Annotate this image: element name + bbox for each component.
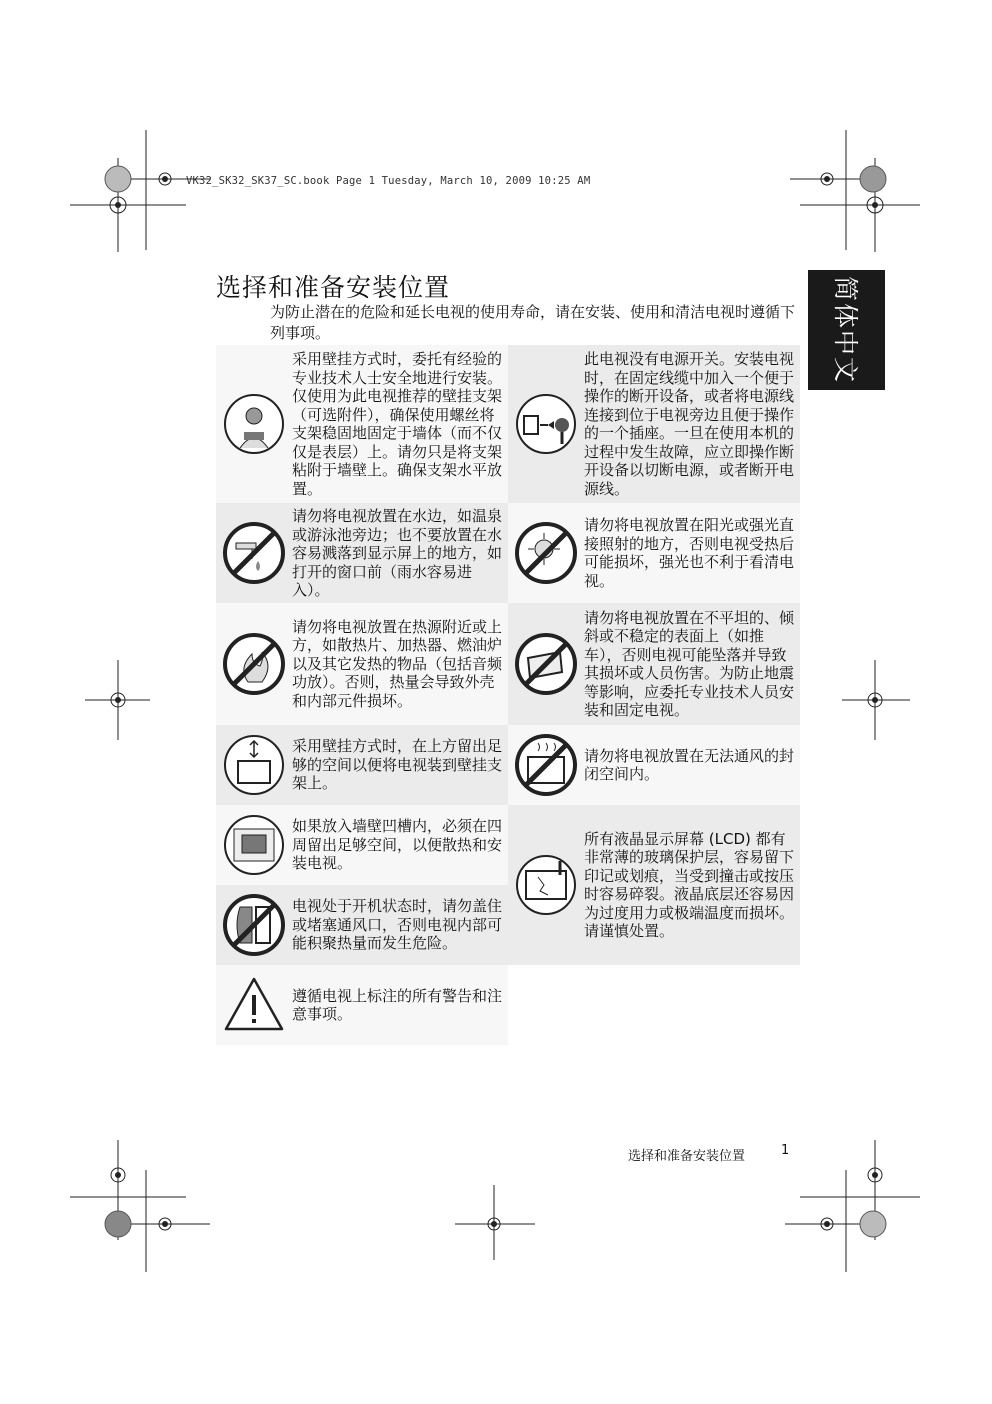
safety-item [216, 345, 508, 503]
safety-item [216, 965, 508, 1045]
page-title: 选择和准备安装位置 [216, 273, 451, 302]
no-unstable-surface-icon [514, 632, 578, 696]
safety-item [508, 503, 800, 603]
safety-item [216, 805, 508, 885]
safety-item [216, 603, 508, 725]
safety-item-text: 此电视没有电源开关。安装电视时，在固定线缆中加入一个便于操作的断开设备，或者将电源线连接到位于电视旁边且便于操作的一个插座。一旦在使用本机的过程中发生故障，应立即操作断开设备以切断电源，或者断开电源线。 [584, 350, 795, 498]
safety-item [216, 885, 508, 965]
no-sunlight-icon [514, 521, 578, 585]
safety-item [508, 603, 800, 725]
no-heat-icon [222, 632, 286, 696]
wall-space-icon [222, 733, 286, 797]
cracked-screen-icon [514, 853, 578, 917]
no-water-icon [222, 521, 286, 585]
safety-item [508, 805, 800, 965]
language-tab-label: 简体中文 [830, 275, 860, 385]
safety-item-text: 请勿将电视放置在阳光或强光直接照射的地方，否则电视受热后可能损坏，强光也不利于看清电视。 [584, 516, 795, 590]
no-enclosed-space-icon [514, 733, 578, 797]
safety-item-text: 采用壁挂方式时，委托有经验的专业技术人士安全地进行安装。仅使用为此电视推荐的壁挂支架（可选附件），确保使用螺丝将支架稳固地固定于墙体（而不仅仅是表层）上。请勿只是将支架粘附于墙壁上。确保支架水平放置。 [292, 350, 503, 498]
safety-item-text: 电视处于开机状态时，请勿盖住或堵塞通风口，否则电视内部可能积聚热量而发生危险。 [292, 897, 503, 952]
safety-item-text: 所有液晶显示屏幕 (LCD) 都有非常薄的玻璃保护层，容易留下印记或划痕，当受到撞击或按压时容易碎裂。液晶底层还容易因为过度用力或极端温度而损坏。请谨慎处置。 [584, 829, 795, 940]
safety-item [508, 345, 800, 503]
safety-item-text: 如果放入墙壁凹槽内，必须在四周留出足够空间，以便散热和安装电视。 [292, 817, 503, 872]
safety-item [216, 503, 508, 603]
safety-item [216, 725, 508, 805]
safety-item-text: 请勿将电视放置在热源附近或上方，如散热片、加热器、燃油炉以及其它发热的物品（包括音频功放）。否则，热量会导致外壳和内部元件损坏。 [292, 617, 503, 710]
safety-item [508, 725, 800, 805]
technician-icon [222, 392, 286, 456]
recess-space-icon [222, 813, 286, 877]
safety-item-text: 请勿将电视放置在无法通风的封闭空间内。 [584, 746, 795, 783]
safety-item-text: 请勿将电视放置在水边，如温泉或游泳池旁边；也不要放置在水容易溅落到显示屏上的地方，如打开的窗口前（雨水容易进入）。 [292, 507, 503, 599]
safety-item-text: 遵循电视上标注的所有警告和注意事项。 [292, 986, 503, 1023]
power-plug-icon [514, 392, 578, 456]
footer-section-title: 选择和准备安装位置 [628, 1149, 746, 1164]
intro-text: 为防止潜在的危险和延长电视的使用寿命，请在安装、使用和清洁电视时遵循下列事项。 [270, 303, 796, 342]
warning-icon [222, 973, 286, 1037]
file-info-header: VK32_SK32_SK37_SC.book Page 1 Tuesday, March 10, 2009 10:25 AM [186, 175, 591, 187]
page-number: 1 [781, 1143, 790, 1158]
language-tab [808, 270, 885, 390]
no-cover-vents-icon [222, 893, 286, 957]
safety-item-text: 请勿将电视放置在不平坦的、倾斜或不稳定的表面上（如推车），否则电视可能坠落并导致其损坏或人员伤害。为防止地震等影响，应委托专业技术人员安装和固定电视。 [584, 608, 795, 719]
safety-item-text: 采用壁挂方式时，在上方留出足够的空间以便将电视装到壁挂支架上。 [292, 737, 503, 792]
